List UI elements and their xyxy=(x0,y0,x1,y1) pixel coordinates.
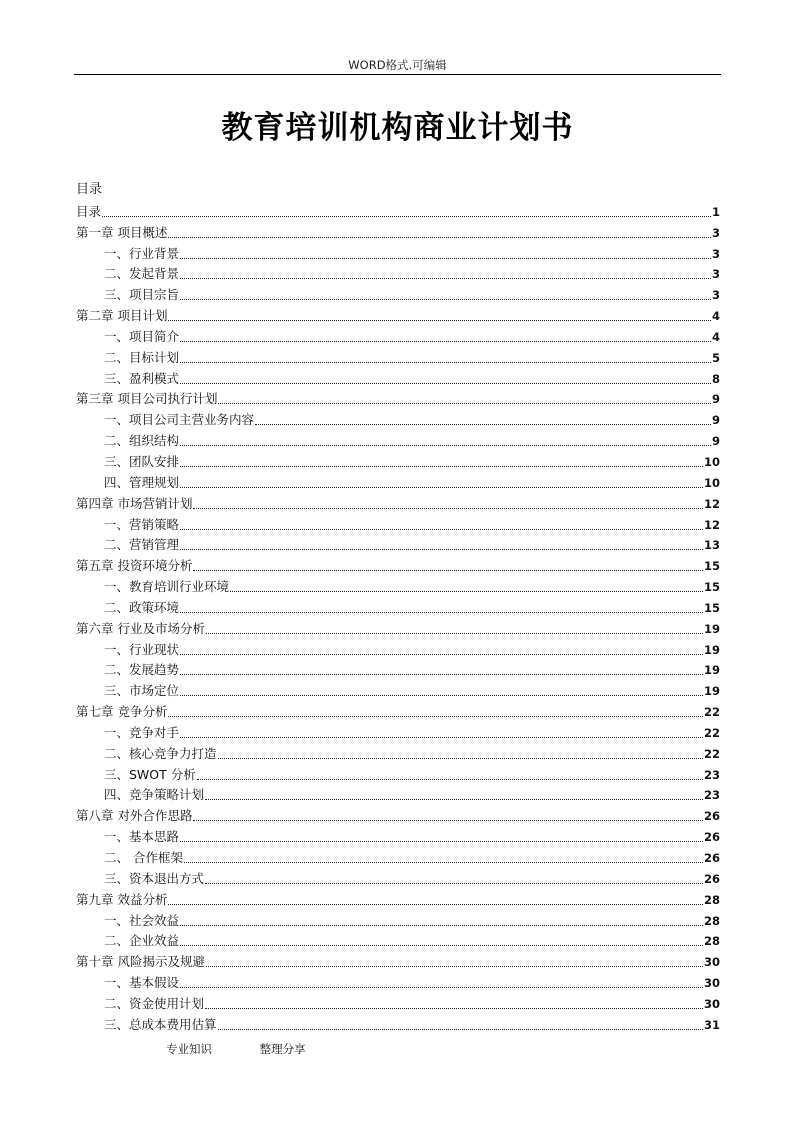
toc-dot-leader xyxy=(255,424,711,425)
toc-page-number: 19 xyxy=(703,684,720,699)
toc-entry-text: 一、项目公司主营业务内容 xyxy=(104,412,255,428)
toc-dot-leader xyxy=(206,966,703,967)
toc-page-number: 4 xyxy=(711,329,720,344)
toc-page-number: 12 xyxy=(703,496,720,511)
toc-chapter-entry[interactable] xyxy=(76,805,720,826)
toc-chapter-entry[interactable] xyxy=(76,618,720,639)
toc-subentry[interactable] xyxy=(76,910,720,931)
toc-page-number: 23 xyxy=(703,767,720,782)
toc-dot-leader xyxy=(218,758,703,759)
toc-entry-text: 三、总成本费用估算 xyxy=(104,1016,217,1032)
toc-page-number: 9 xyxy=(711,413,720,428)
toc-subentry[interactable] xyxy=(76,680,720,701)
toc-dot-leader xyxy=(180,695,703,696)
toc-dot-leader xyxy=(197,779,703,780)
toc-entry-text: 一、基本假设 xyxy=(104,975,180,991)
toc-page-number: 13 xyxy=(703,538,720,553)
toc-dot-leader xyxy=(180,674,703,675)
table-of-contents xyxy=(76,201,720,1035)
toc-page-number: 30 xyxy=(703,976,720,991)
toc-entry-text: 二、发展趋势 xyxy=(104,662,180,678)
toc-entry-text: 二、资金使用计划 xyxy=(104,995,205,1011)
toc-entry-text: 三、资本退出方式 xyxy=(104,870,205,886)
footer-right-text: 整理分享 xyxy=(259,1042,306,1056)
toc-dot-leader xyxy=(205,883,703,884)
toc-dot-leader xyxy=(168,904,703,905)
toc-heading: 目录 xyxy=(76,182,103,197)
page-header: WORD格式.可编辑 xyxy=(348,58,447,72)
toc-dot-leader xyxy=(180,487,703,488)
toc-dot-leader xyxy=(180,945,703,946)
toc-page-number: 26 xyxy=(703,871,720,886)
toc-subentry[interactable] xyxy=(76,722,720,743)
toc-entry-text: 第五章 投资环境分析 xyxy=(76,558,193,574)
toc-page-number: 30 xyxy=(703,996,720,1011)
toc-subentry[interactable] xyxy=(76,430,720,451)
toc-subentry[interactable] xyxy=(76,639,720,660)
toc-dot-leader xyxy=(218,1029,703,1030)
toc-page-number: 22 xyxy=(703,746,720,761)
toc-chapter-entry[interactable] xyxy=(76,555,720,576)
toc-dot-leader xyxy=(180,612,703,613)
toc-dot-leader xyxy=(180,987,703,988)
toc-subentry[interactable] xyxy=(76,931,720,952)
toc-entry-text: 一、行业背景 xyxy=(104,245,180,261)
toc-chapter-entry[interactable] xyxy=(76,701,720,722)
toc-entry-text: 三、SWOT 分析 xyxy=(104,766,196,782)
toc-page-number: 26 xyxy=(703,851,720,865)
toc-subentry[interactable] xyxy=(76,347,720,368)
toc-dot-leader xyxy=(180,299,711,300)
toc-dot-leader xyxy=(180,258,711,259)
toc-dot-leader xyxy=(193,820,703,821)
toc-entry-text: 二、目标计划 xyxy=(104,349,180,365)
footer-left-text: 专业知识 xyxy=(166,1042,212,1056)
toc-subentry[interactable] xyxy=(76,847,720,868)
toc-dot-leader xyxy=(180,549,703,550)
toc-page-number: 31 xyxy=(703,1017,720,1032)
toc-subentry[interactable] xyxy=(76,243,720,264)
header-rule xyxy=(74,74,721,75)
toc-entry-text: 四、管理规划 xyxy=(104,474,180,490)
toc-page-number: 19 xyxy=(703,621,720,636)
toc-page-number: 10 xyxy=(703,475,720,490)
toc-subentry[interactable] xyxy=(76,764,720,785)
toc-entry-text: 三、盈利模式 xyxy=(104,370,180,386)
toc-subentry[interactable] xyxy=(76,409,720,430)
toc-entry-text: 目录 xyxy=(76,203,102,219)
toc-subentry[interactable] xyxy=(76,284,720,305)
toc-entry-text: 三、项目宗旨 xyxy=(104,287,180,303)
toc-page-number: 26 xyxy=(703,830,720,845)
toc-dot-leader xyxy=(180,737,703,738)
toc-page-number: 15 xyxy=(703,600,720,615)
toc-entry-text: 三、市场定位 xyxy=(104,683,180,699)
toc-subentry[interactable] xyxy=(76,1014,720,1035)
toc-subentry[interactable] xyxy=(76,472,720,493)
toc-entry-text: 第四章 市场营销计划 xyxy=(76,495,193,511)
toc-subentry[interactable] xyxy=(76,826,720,847)
toc-page-number: 1 xyxy=(711,204,720,219)
toc-entry-text: 四、竞争策略计划 xyxy=(104,787,205,803)
toc-page-number: 22 xyxy=(703,705,720,720)
toc-dot-leader xyxy=(180,362,711,363)
toc-dot-leader xyxy=(218,403,711,404)
toc-page-number: 3 xyxy=(711,288,720,303)
toc-dot-leader xyxy=(168,237,711,238)
toc-entry-text: 一、基本思路 xyxy=(104,829,180,845)
toc-page-number: 22 xyxy=(703,725,720,740)
toc-entry-text: 一、教育培训行业环境 xyxy=(104,579,230,595)
toc-page-number: 26 xyxy=(703,809,720,824)
toc-page-number: 3 xyxy=(711,225,720,240)
toc-entry-text: 二、核心竞争力打造 xyxy=(104,745,217,761)
toc-dot-leader xyxy=(180,466,703,467)
toc-entry-text: 一、竞争对手 xyxy=(104,724,180,740)
toc-entry-text: 第一章 项目概述 xyxy=(76,224,168,240)
toc-dot-leader xyxy=(180,383,711,384)
toc-page-number: 10 xyxy=(703,454,720,469)
toc-subentry[interactable] xyxy=(76,785,720,806)
toc-subentry[interactable] xyxy=(76,264,720,285)
toc-dot-leader xyxy=(193,508,703,509)
toc-entry-text: 第二章 项目计划 xyxy=(76,308,168,324)
toc-dot-leader xyxy=(230,591,703,592)
toc-entry-text: 二、组织结构 xyxy=(104,433,180,449)
toc-entry-text: 第十章 风险揭示及规避 xyxy=(76,954,205,970)
toc-dot-leader xyxy=(180,654,703,655)
toc-subentry[interactable] xyxy=(76,868,720,889)
toc-subentry[interactable] xyxy=(76,326,720,347)
toc-dot-leader xyxy=(180,529,703,530)
toc-page-number: 15 xyxy=(703,580,720,595)
toc-page-number: 19 xyxy=(703,663,720,678)
toc-page-number: 28 xyxy=(703,892,720,907)
toc-page-number: 8 xyxy=(711,371,720,386)
toc-entry-text: 第八章 对外合作思路 xyxy=(76,808,193,824)
toc-page-number: 3 xyxy=(711,246,720,261)
toc-page-number: 28 xyxy=(703,913,720,928)
toc-page-number: 5 xyxy=(711,350,720,365)
toc-chapter-entry[interactable] xyxy=(76,201,720,222)
toc-entry-text: 第六章 行业及市场分析 xyxy=(76,620,205,636)
toc-subentry[interactable] xyxy=(76,535,720,556)
toc-dot-leader xyxy=(180,445,711,446)
toc-dot-leader xyxy=(180,841,703,842)
toc-dot-leader xyxy=(205,799,703,800)
toc-entry-text: 第九章 效益分析 xyxy=(76,891,168,907)
toc-page-number: 30 xyxy=(703,955,720,970)
toc-page-number: 12 xyxy=(703,517,720,532)
toc-subentry[interactable] xyxy=(76,451,720,472)
toc-entry-text: 二、营销管理 xyxy=(104,537,180,553)
toc-subentry[interactable] xyxy=(76,660,720,681)
toc-entry-text: 一、项目简介 xyxy=(104,328,180,344)
toc-chapter-entry[interactable] xyxy=(76,493,720,514)
toc-page-number: 4 xyxy=(711,309,720,324)
toc-entry-text: 三、团队安排 xyxy=(104,453,180,469)
toc-dot-leader xyxy=(193,570,703,571)
toc-entry-text: 二、发起背景 xyxy=(104,266,180,282)
toc-entry-text: 第三章 项目公司执行计划 xyxy=(76,391,218,407)
toc-subentry[interactable] xyxy=(76,597,720,618)
toc-subentry[interactable] xyxy=(76,368,720,389)
toc-chapter-entry[interactable] xyxy=(76,951,720,972)
toc-entry-text: 一、行业现状 xyxy=(104,641,180,657)
toc-entry-text: 第七章 竞争分析 xyxy=(76,704,168,720)
document-title: 教育培训机构商业计划书 xyxy=(221,110,574,146)
page-footer xyxy=(166,1040,306,1058)
toc-page-number: 9 xyxy=(711,434,720,449)
toc-page-number: 23 xyxy=(703,788,720,803)
toc-subentry[interactable] xyxy=(76,576,720,597)
toc-entry-text: 二、企业效益 xyxy=(104,933,180,949)
toc-page-number: 9 xyxy=(711,392,720,407)
toc-page-number: 3 xyxy=(711,267,720,282)
toc-dot-leader xyxy=(180,278,711,279)
toc-dot-leader xyxy=(205,1008,703,1009)
toc-subentry[interactable] xyxy=(76,972,720,993)
toc-page-number: 28 xyxy=(703,934,720,949)
toc-dot-leader xyxy=(168,320,711,321)
toc-entry-text: 二、 合作框架 xyxy=(104,850,183,865)
toc-dot-leader xyxy=(184,862,703,863)
toc-chapter-entry[interactable] xyxy=(76,222,720,243)
toc-dot-leader xyxy=(168,716,703,717)
toc-entry-text: 二、政策环境 xyxy=(104,599,180,615)
toc-chapter-entry[interactable] xyxy=(76,389,720,410)
toc-subentry[interactable] xyxy=(76,514,720,535)
toc-entry-text: 一、营销策略 xyxy=(104,516,180,532)
toc-entry-text: 一、社会效益 xyxy=(104,912,180,928)
toc-dot-leader xyxy=(180,925,703,926)
toc-dot-leader xyxy=(180,341,711,342)
toc-subentry[interactable] xyxy=(76,993,720,1014)
toc-page-number: 15 xyxy=(703,559,720,574)
toc-subentry[interactable] xyxy=(76,743,720,764)
toc-chapter-entry[interactable] xyxy=(76,889,720,910)
toc-page-number: 19 xyxy=(703,642,720,657)
toc-dot-leader xyxy=(102,216,711,217)
toc-dot-leader xyxy=(206,633,703,634)
toc-chapter-entry[interactable] xyxy=(76,305,720,326)
